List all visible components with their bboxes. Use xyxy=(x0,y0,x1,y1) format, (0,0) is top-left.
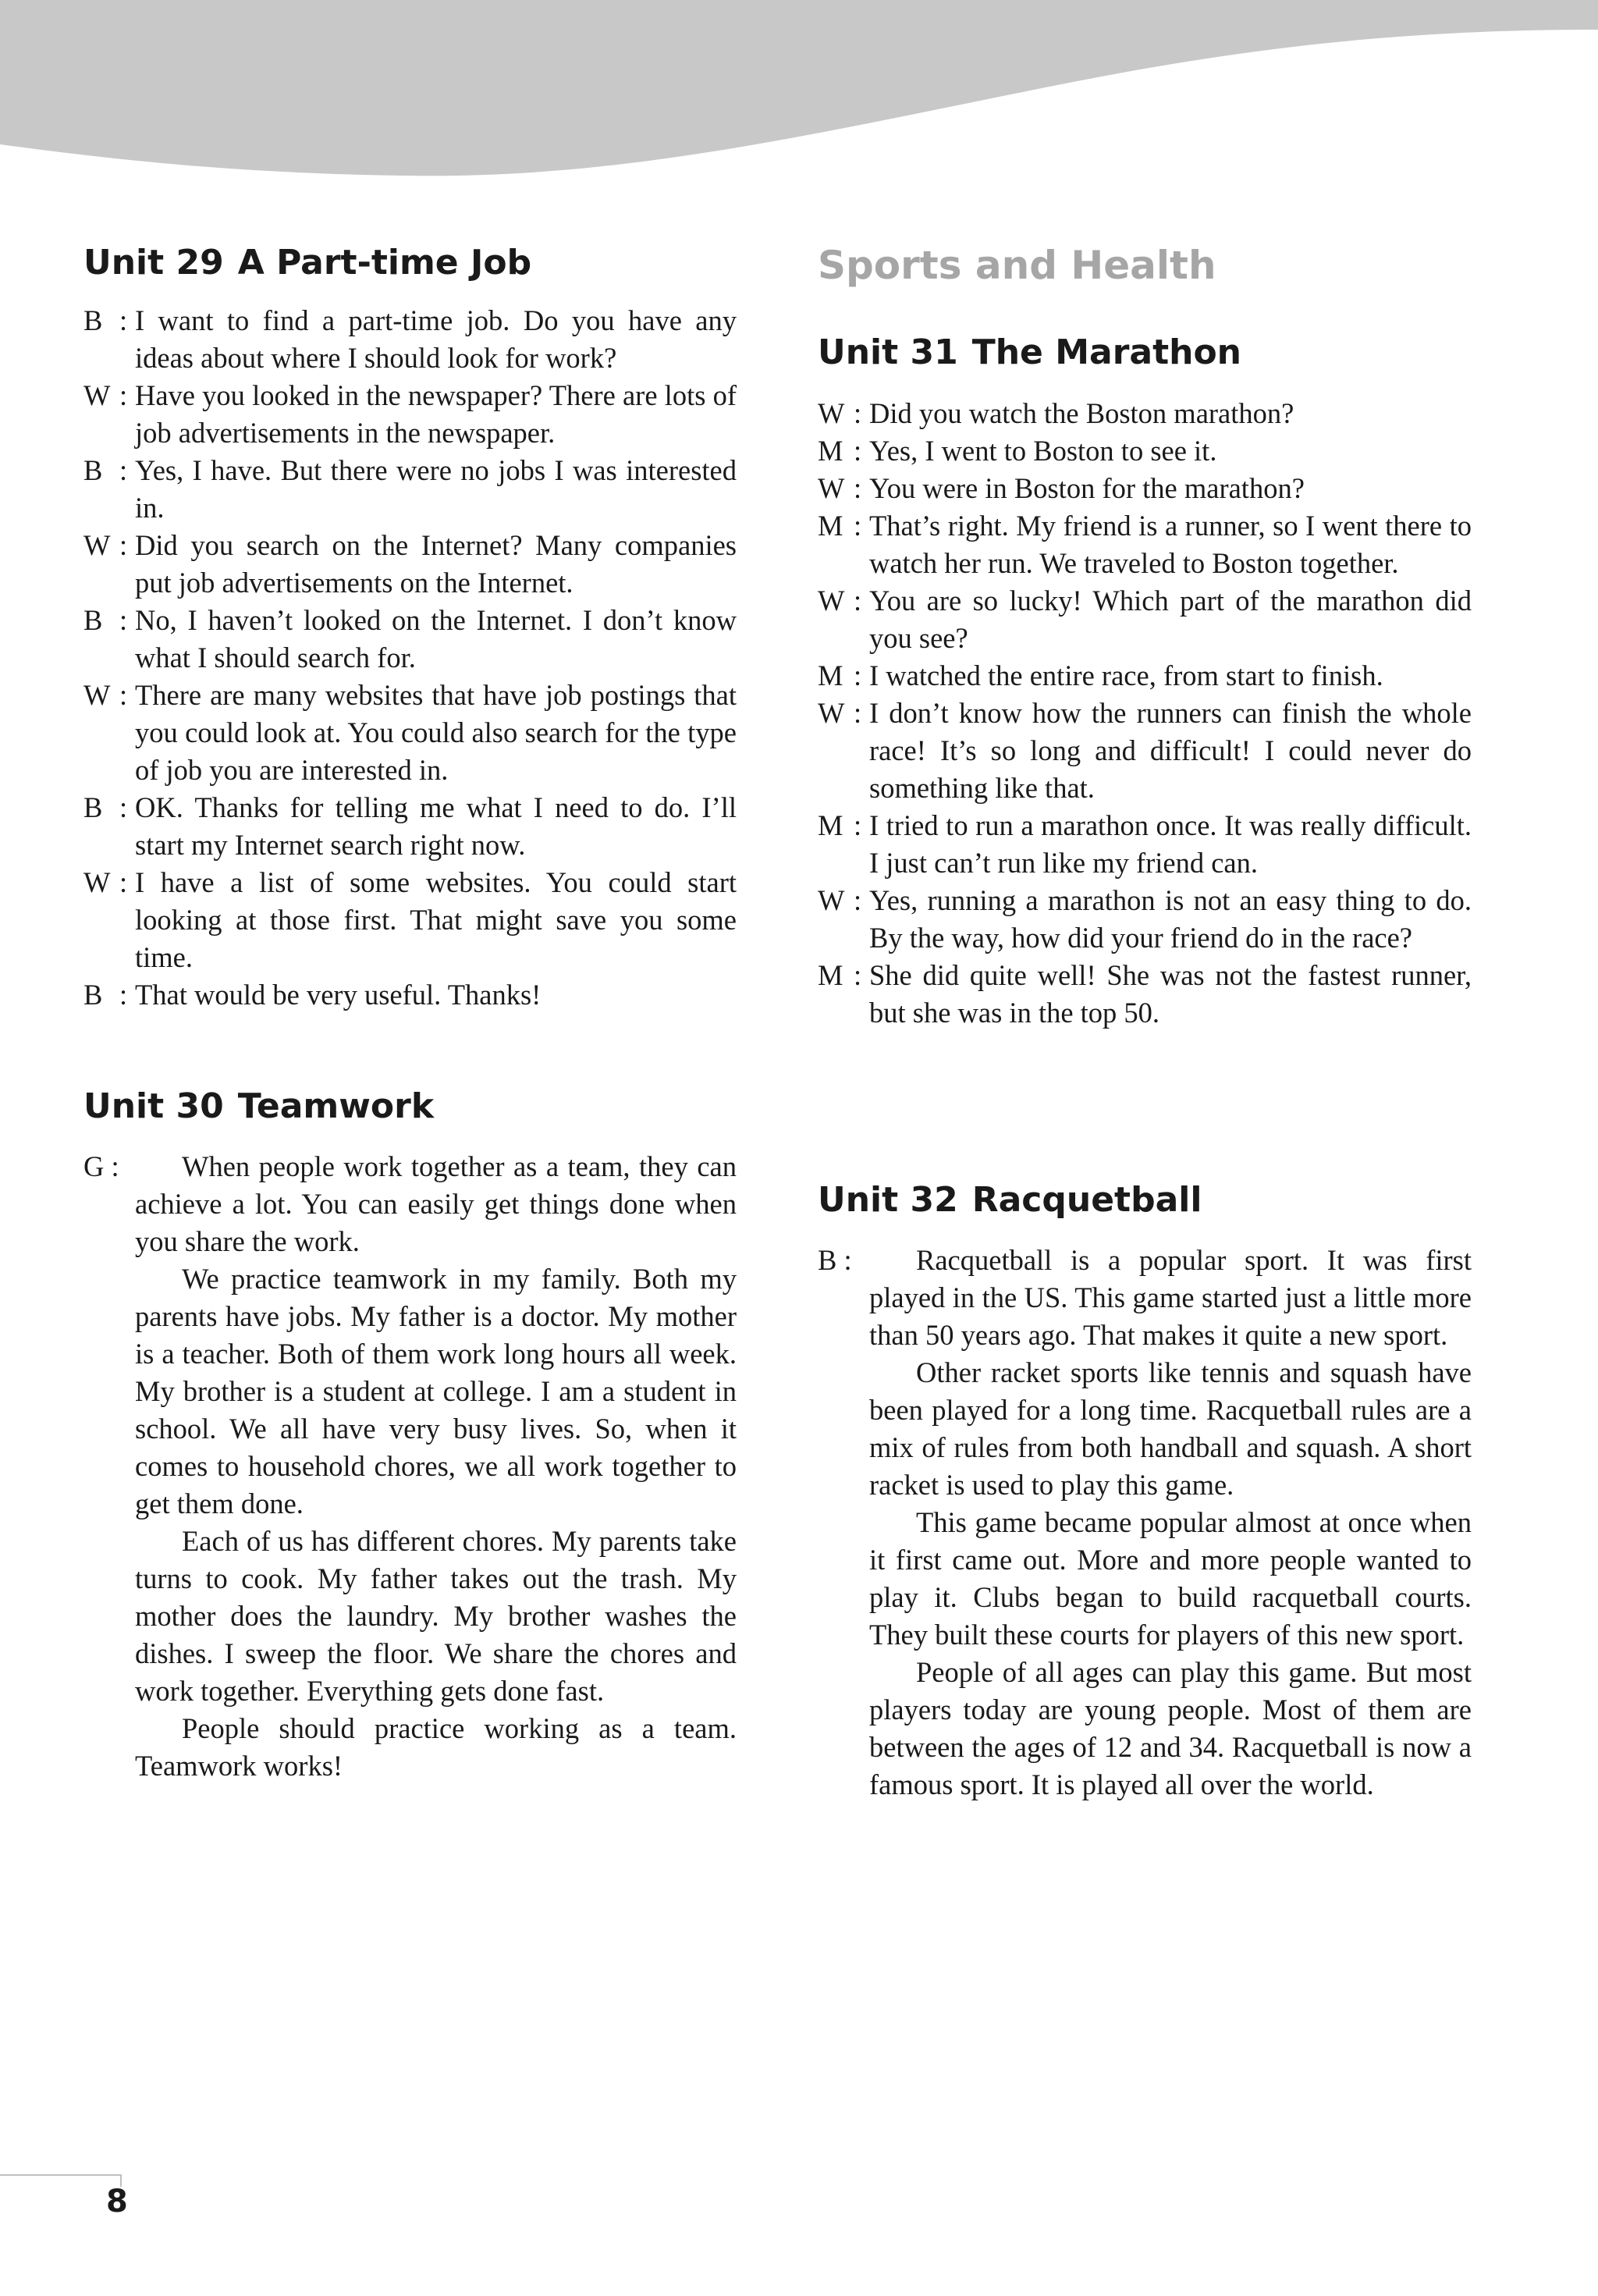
dialogue-line xyxy=(818,807,1472,882)
dialogue-line xyxy=(818,432,1472,470)
dialogue-line xyxy=(83,452,737,527)
speaker-label: M xyxy=(818,659,843,691)
speaker-label: B xyxy=(83,791,103,823)
unit-30-heading xyxy=(83,1086,434,1126)
dialogue-line xyxy=(83,677,737,789)
paragraph: People of all ages can play this game. But most players today are young people. Most of them are between the ages of 12 and 34. Racquetball is now a famous sport. It is played all over the world. xyxy=(869,1656,1472,1800)
unit-title: A Part-time Job xyxy=(237,243,532,283)
speaker-colon: : xyxy=(119,379,128,411)
unit-number: Unit 30 xyxy=(83,1086,224,1126)
dialogue-line xyxy=(83,864,737,976)
paragraph: People should practice working as a team. Teamwork works! xyxy=(135,1712,737,1782)
dialogue-line xyxy=(818,957,1472,1032)
unit-title: Teamwork xyxy=(237,1086,435,1126)
speaker-colon: : xyxy=(119,454,128,486)
section-title: Sports and Health xyxy=(818,243,1216,288)
paragraph: Other racket sports like tennis and squash have been played for a long time. Racquetball rules are a mix of rules from both handball and squash. A short racket is used to play this game. xyxy=(869,1356,1472,1501)
unit-number: Unit 29 xyxy=(83,243,224,283)
speaker-label: M xyxy=(818,809,843,841)
speaker-colon: : xyxy=(119,866,128,898)
utterance-text: Yes, I went to Boston to see it. xyxy=(869,435,1217,467)
unit-31-dialogue xyxy=(818,395,1472,1032)
speaker-colon: : xyxy=(854,472,862,504)
utterance-text: That’s right. My friend is a runner, so I went there to watch her run. We traveled to Boston together. xyxy=(869,510,1472,579)
utterance-text: Have you looked in the newspaper? There are lots of job advertisements in the newspaper. xyxy=(135,379,737,449)
speaker-colon: : xyxy=(854,697,862,729)
paragraph: This game became popular almost at once when it first came out. More and more people wanted to play it. Clubs began to build racquetball courts. They built these courts for players of this new sport. xyxy=(869,1506,1472,1651)
utterance-text: That would be very useful. Thanks! xyxy=(135,979,542,1011)
unit-32-heading xyxy=(818,1180,1202,1220)
dialogue-line xyxy=(818,395,1472,432)
dialogue-line xyxy=(818,507,1472,582)
unit-30-text xyxy=(83,1148,737,1785)
speaker-label: W xyxy=(83,529,111,561)
speaker-label: M xyxy=(818,435,843,467)
speaker-label: W xyxy=(818,697,845,729)
unit-29-dialogue xyxy=(83,302,737,1014)
speaker-colon: : xyxy=(854,959,862,991)
speaker-label: B : xyxy=(818,1244,852,1276)
speaker-colon: : xyxy=(854,809,862,841)
utterance-text: No, I haven’t looked on the Internet. I don’t know what I should search for. xyxy=(135,604,737,674)
speaker-colon: : xyxy=(854,585,862,617)
paragraph: Each of us has different chores. My parents take turns to cook. My father takes out the trash. My mother does the laundry. My brother washes the dishes. I sweep the floor. We share the chores and work together. Everything gets done fast. xyxy=(135,1525,737,1707)
speaker-colon: : xyxy=(119,304,128,336)
speaker-label: G : xyxy=(83,1150,119,1182)
unit-32-text xyxy=(818,1242,1472,1804)
speaker-label: W xyxy=(818,397,845,429)
unit-title: The Marathon xyxy=(971,332,1241,372)
unit-29-heading xyxy=(83,243,531,283)
utterance-text: I don’t know how the runners can finish the whole race! It’s so long and difficult! I could never do something like that. xyxy=(869,697,1472,804)
dialogue-line xyxy=(818,470,1472,507)
dialogue-line xyxy=(83,527,737,602)
speaker-label: W xyxy=(818,884,845,916)
paragraph: We practice teamwork in my family. Both my parents have jobs. My father is a doctor. My mother is a teacher. Both of them work long hours all week. My brother is a student at college. I am a student in school. We all have very busy lives. So, when it comes to household chores, we all work together to get them done. xyxy=(135,1263,737,1519)
speaker-label: W xyxy=(818,585,845,617)
speaker-colon: : xyxy=(854,884,862,916)
speaker-colon: : xyxy=(854,435,862,467)
unit-title: Racquetball xyxy=(971,1180,1202,1220)
speaker-colon: : xyxy=(119,979,128,1011)
speaker-label: W xyxy=(83,379,111,411)
utterance-text: I watched the entire race, from start to finish. xyxy=(869,659,1383,691)
dialogue-line xyxy=(818,582,1472,657)
utterance-text: OK. Thanks for telling me what I need to do. I’ll start my Internet search right now. xyxy=(135,791,737,861)
utterance-text: She did quite well! She was not the fastest runner, but she was in the top 50. xyxy=(869,959,1472,1029)
utterance-text: Did you search on the Internet? Many companies put job advertisements on the Internet. xyxy=(135,529,737,599)
speaker-colon: : xyxy=(119,679,128,711)
dialogue-line xyxy=(818,695,1472,807)
dialogue-line xyxy=(818,657,1472,695)
utterance-text: You were in Boston for the marathon? xyxy=(869,472,1305,504)
speaker-colon: : xyxy=(119,791,128,823)
paragraph: When people work together as a team, they can achieve a lot. You can easily get things done when you share the work. xyxy=(135,1150,737,1257)
speaker-colon: : xyxy=(854,397,862,429)
speaker-label: M xyxy=(818,959,843,991)
speaker-label: B xyxy=(83,979,103,1011)
speaker-colon: : xyxy=(119,529,128,561)
utterance-text: I have a list of some websites. You could start looking at those first. That might save you some time. xyxy=(135,866,737,973)
dialogue-line xyxy=(83,302,737,377)
unit-number: Unit 31 xyxy=(818,332,958,372)
utterance-text: I want to find a part-time job. Do you have any ideas about where I should look for work? xyxy=(135,304,737,374)
dialogue-line xyxy=(83,602,737,677)
unit-number: Unit 32 xyxy=(818,1180,958,1220)
speaker-colon: : xyxy=(854,659,862,691)
speaker-label: B xyxy=(83,604,103,636)
speaker-label: B xyxy=(83,304,103,336)
speaker-colon: : xyxy=(119,604,128,636)
footer-rule xyxy=(0,2174,122,2176)
paragraph: Racquetball is a popular sport. It was first played in the US. This game started just a little more than 50 years ago. That makes it quite a new sport. xyxy=(869,1244,1472,1351)
speaker-label: B xyxy=(83,454,103,486)
speaker-colon: : xyxy=(854,510,862,542)
utterance-text: Did you watch the Boston marathon? xyxy=(869,397,1294,429)
unit-31-heading xyxy=(818,332,1241,372)
utterance-text: There are many websites that have job postings that you could look at. You could also search for the type of job you are interested in. xyxy=(135,679,737,786)
speaker-label: W xyxy=(83,866,111,898)
speaker-label: M xyxy=(818,510,843,542)
dialogue-line xyxy=(818,882,1472,957)
utterance-text: I tried to run a marathon once. It was really difficult. I just can’t run like my friend can. xyxy=(869,809,1472,879)
dialogue-line xyxy=(83,976,737,1014)
dialogue-line xyxy=(83,789,737,864)
speaker-label: W xyxy=(818,472,845,504)
dialogue-line xyxy=(83,377,737,452)
speaker-label: W xyxy=(83,679,111,711)
header-wave-band xyxy=(0,0,1598,179)
page-number: 8 xyxy=(106,2184,128,2220)
utterance-text: You are so lucky! Which part of the marathon did you see? xyxy=(869,585,1472,654)
utterance-text: Yes, running a marathon is not an easy thing to do. By the way, how did your friend do in the race? xyxy=(869,884,1472,954)
utterance-text: Yes, I have. But there were no jobs I was interested in. xyxy=(135,454,737,524)
